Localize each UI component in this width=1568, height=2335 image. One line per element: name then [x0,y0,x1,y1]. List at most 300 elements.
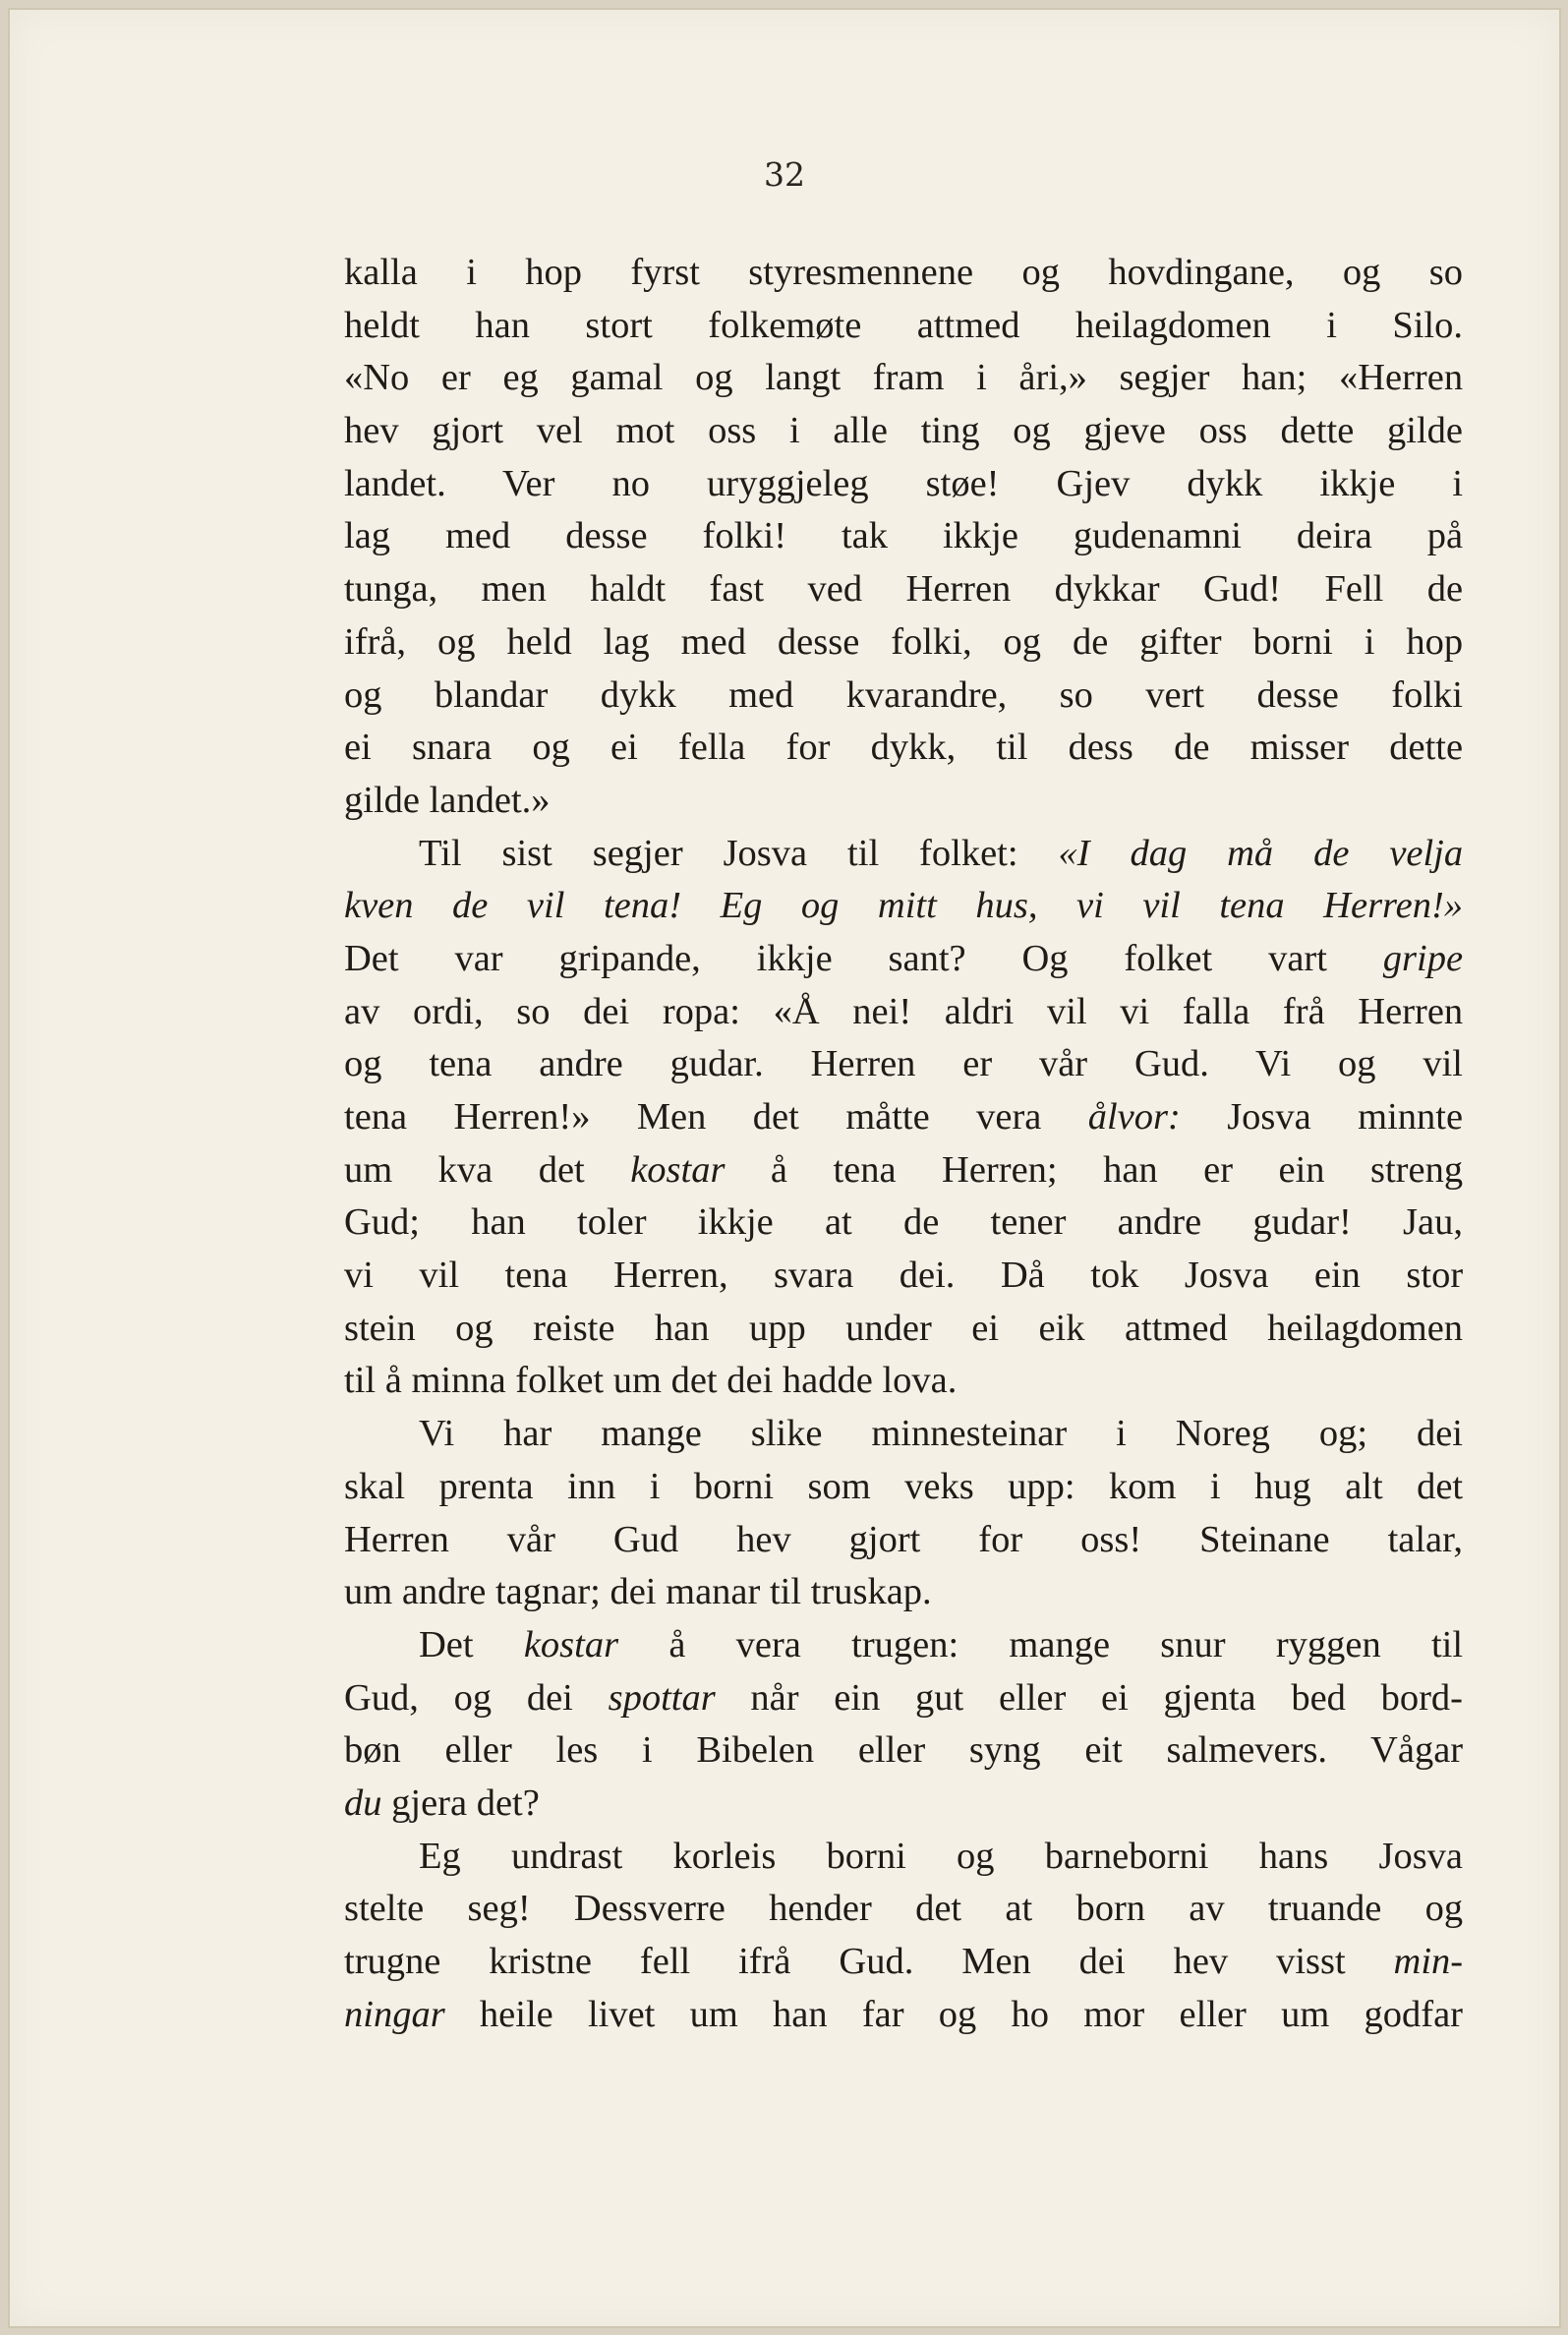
word: born [1075,1888,1146,1930]
word: tena [833,1148,897,1191]
word: alle [833,410,888,452]
word: vi [344,1255,374,1297]
word: tok [1090,1255,1139,1297]
word: gjera [391,1781,468,1824]
word: misser [1249,727,1350,769]
word: ordi, [412,990,484,1032]
word: frå [1282,990,1325,1032]
word: heilagdomen [1267,1307,1464,1349]
word: og [453,1676,493,1719]
word: veks [904,1465,974,1507]
text-line [344,458,1463,511]
word: um [689,1993,738,2035]
word: eller [444,1729,512,1772]
italic-word: tena [1219,885,1285,927]
word: i [1209,1465,1221,1507]
word: Josva [1227,1096,1311,1138]
word: kalla [344,252,418,293]
word: de [1072,620,1109,663]
word: um [344,1148,393,1191]
word: Herren [344,1518,449,1560]
word: inn [567,1465,616,1507]
word: ifrå, [344,620,407,663]
word: far [861,1993,904,2035]
word: ikkje [942,515,1018,557]
italic-word: du [344,1781,382,1824]
word: men [481,568,547,611]
word: heilagdomen [1074,304,1271,346]
word: ikkje [697,1201,774,1244]
word: les [555,1729,599,1772]
word: um [1281,1993,1330,2035]
word: ifrå [738,1941,791,1982]
word: held [506,620,572,663]
word: folkemøte [708,304,862,346]
text-line [344,1408,1463,1461]
word: på [1426,515,1464,557]
italic-word: vil [1142,885,1181,927]
word: og [344,673,382,716]
word: «Herren [1338,357,1464,399]
word: i [649,1465,661,1507]
word: visst [1276,1941,1346,1982]
word: attmed [1124,1307,1228,1349]
word: trugne [344,1941,441,1982]
word: ei [610,727,638,769]
word: falla [1182,990,1250,1032]
word: haldt [590,568,667,611]
word: hop [525,252,582,293]
word: upp: [1008,1465,1075,1507]
word: sant? [888,937,966,979]
word: gilde [344,779,420,821]
word: tunga, [344,568,438,611]
word: landet.» [429,779,551,821]
word: av [1189,1888,1225,1930]
italic-word: må [1227,832,1274,874]
text-line [344,405,1463,458]
text-line [344,1672,1463,1725]
word: manar [666,1571,761,1613]
word: snur [1160,1623,1226,1665]
word: ei [1101,1676,1129,1719]
word: gripande, [558,937,701,979]
word: tener [990,1201,1067,1244]
word: i [976,357,987,399]
word: segjer [1119,357,1210,399]
word: hev [1173,1941,1229,1982]
word: borni [826,1835,906,1877]
word: syng [968,1729,1041,1772]
word: tena [344,1096,408,1138]
word: hans [1258,1835,1329,1877]
word: åri,» [1018,357,1087,399]
word: hev [344,410,399,452]
word: stein [344,1307,416,1349]
word: mor [1083,1993,1145,2035]
word: vera [976,1096,1042,1138]
word: godfar [1364,1993,1463,2035]
text-line [344,670,1463,723]
italic-word: de [1313,832,1350,874]
word: so [1428,252,1464,293]
word: svara [774,1255,854,1297]
word: han [475,304,530,346]
word: med [680,620,746,663]
word: folki, [891,620,972,663]
word: ryggen [1275,1623,1381,1665]
word: dykkar [1054,568,1160,611]
text-line [344,1619,1463,1672]
word: til [344,1360,377,1402]
text-line [344,1831,1463,1884]
word: Herren, [613,1255,728,1297]
italic-word: vil [526,885,565,927]
italic-word: hus, [975,885,1038,927]
word: Gud [612,1518,679,1560]
word: «No [344,357,410,399]
word: minnesteinar [871,1413,1068,1455]
word: folket [1124,937,1213,979]
word: «Å [773,990,820,1032]
text-line [344,775,1463,828]
word: å [384,1360,402,1402]
word: Noreg [1175,1413,1270,1455]
word: ei [971,1307,1000,1349]
word: undrast [510,1835,623,1877]
italic-word: de [452,885,489,927]
word: reiste [533,1307,615,1349]
text-line [344,1936,1463,1989]
word: de [1174,727,1210,769]
word: seg! [467,1888,531,1930]
italic-word: tena! [603,885,682,927]
word: langt [765,357,842,399]
text-line [344,247,1463,300]
text-line [344,828,1463,881]
text-line [344,1989,1463,2042]
word: stor [1406,1255,1464,1297]
word: gut [915,1676,964,1719]
italic-word: dag [1130,832,1188,874]
word: toler [577,1201,647,1244]
word: i [466,252,477,293]
word: bøn [344,1729,401,1772]
text-line [344,1461,1463,1514]
word: til [1430,1623,1464,1665]
word: tena [429,1043,493,1085]
word: gjort [432,410,504,452]
word: gjeve [1083,410,1166,452]
word: eik [1038,1307,1085,1349]
word: med [728,673,794,716]
word: har [503,1413,552,1455]
word: til [769,1571,802,1613]
italic-word: og [800,885,840,927]
word: ho [1011,1993,1050,2035]
page-sheet [8,8,1561,2328]
word: talar, [1387,1518,1464,1560]
word: minnte [1358,1096,1464,1138]
word: andre [539,1043,623,1085]
word: Gud. [839,1941,914,1982]
word: at [824,1201,852,1244]
word: Til [419,832,462,874]
word: alt [1345,1465,1383,1507]
text-line [344,1303,1463,1356]
word: Dessverre [573,1888,726,1930]
word: og [1003,620,1042,663]
word: so [1059,673,1093,716]
word: han [1103,1148,1158,1191]
word: vil [419,1255,460,1297]
word: Herren [1358,990,1464,1032]
word: gjort [848,1518,921,1560]
word: hug [1254,1465,1311,1507]
body-text [344,247,1463,2041]
word: og [532,727,570,769]
word: so [516,990,551,1032]
word: bed [1291,1676,1346,1719]
word: i [1452,462,1464,504]
word: salmevers. [1166,1729,1328,1772]
word: prenta [438,1465,534,1507]
word: gjenta [1163,1676,1256,1719]
word: no [611,462,650,504]
word: segjer [592,832,683,874]
word: og [455,1307,494,1349]
word: og [1342,252,1381,293]
word: Jau, [1403,1201,1463,1244]
word: og; [1318,1413,1368,1455]
word: heile [479,1993,553,2035]
word: Eg [419,1835,461,1877]
word: ikkje [756,937,833,979]
word: styresmennene [748,252,974,293]
word: minna [411,1360,506,1402]
italic-word: ålvor: [1087,1096,1181,1138]
italic-word: velja [1389,832,1464,874]
italic-word: kostar [630,1148,726,1191]
word: deira [1296,515,1372,557]
word: fell [639,1941,691,1982]
word: dei [610,1571,657,1613]
word: eg [502,357,539,399]
word: vel [536,410,583,452]
word: Det [344,937,399,979]
word: til [996,727,1028,769]
word: var [454,937,503,979]
word: Herren [905,568,1012,611]
word: Herren; [942,1148,1058,1191]
word: han [471,1201,526,1244]
italic-word: gripe [1382,937,1464,979]
text-line [344,1778,1463,1831]
word: og [437,620,476,663]
word: vår [506,1518,555,1560]
word: mot [615,410,675,452]
word: gudenamni [1073,515,1242,557]
word: ein [834,1676,881,1719]
word: vår [1038,1043,1088,1085]
word: for [978,1518,1023,1560]
word: Vi [1255,1043,1292,1085]
word: hender [769,1888,872,1930]
word: han; [1242,357,1307,399]
italic-word: min- [1393,1941,1464,1982]
word: stelte [344,1888,425,1930]
word: Gjev [1056,462,1131,504]
word: um [612,1360,662,1402]
word: dei [1416,1413,1463,1455]
word: heldt [344,304,420,346]
word: dei [583,990,630,1032]
word: å [770,1148,787,1191]
text-line [344,1091,1463,1144]
word: i [1116,1413,1127,1455]
italic-word: «I [1058,832,1090,874]
word: desse [565,515,648,557]
word: hev [736,1518,791,1560]
text-line [344,722,1463,775]
word: vil [1423,1043,1463,1085]
word: truande [1267,1888,1382,1930]
word: tagnar; [494,1571,601,1613]
text-line [344,616,1463,670]
italic-word: kostar [523,1623,619,1665]
word: eit [1084,1729,1123,1772]
text-line [344,1144,1463,1197]
word: og [1021,252,1060,293]
text-line [344,933,1463,986]
text-line [344,1197,1463,1250]
word: korleis [672,1835,777,1877]
word: dette [1280,410,1355,452]
word: landet. [344,462,446,504]
word: lag [344,515,391,557]
word: nei! [852,990,912,1032]
word: ikkje [1319,462,1396,504]
word: andre [401,1571,487,1613]
word: slike [750,1413,823,1455]
word: og [1424,1888,1464,1930]
word: han [654,1307,710,1349]
word: vert [1145,673,1205,716]
word: under [845,1307,932,1349]
text-line [344,1250,1463,1303]
word: bord- [1380,1676,1464,1719]
word: ved [807,568,863,611]
word: borni [1252,620,1333,663]
word: eller [857,1729,926,1772]
word: gudar. [669,1043,764,1085]
word: de [902,1201,940,1244]
word: i [641,1729,653,1772]
word: det [752,1096,799,1138]
word: dei [526,1676,573,1719]
word: Vågar [1370,1729,1464,1772]
word: vi [1120,990,1150,1032]
text-line [344,510,1463,563]
word: gudar! [1252,1201,1352,1244]
word: skal [344,1465,406,1507]
word: de [1426,568,1464,611]
text-line [344,352,1463,405]
word: for [785,727,831,769]
word: Gud! [1202,568,1282,611]
italic-word: kven [344,885,414,927]
word: til [847,832,880,874]
word: tena [504,1255,568,1297]
word: ein [1313,1255,1361,1297]
word: ting [920,410,980,452]
word: tak [841,515,889,557]
word: fella [677,727,746,769]
word: Og [1021,937,1069,979]
word: eller [1179,1993,1247,2035]
text-line [344,1566,1463,1619]
word: og [938,1993,977,2035]
word: Ver [502,462,555,504]
word: og [344,1043,382,1085]
word: Det [419,1623,474,1665]
word: lag [603,620,650,663]
word: oss! [1080,1518,1142,1560]
word: det [538,1148,585,1191]
word: det [915,1888,962,1930]
word: er [962,1043,993,1085]
word: fram [872,357,945,399]
word: Steinane [1199,1518,1330,1560]
word: um [344,1571,393,1613]
text-line [344,563,1463,616]
word: gamal [570,357,664,399]
word: eller [998,1676,1067,1719]
word: at [1005,1888,1033,1930]
word: folket: [919,832,1018,874]
word: dykk [1187,462,1263,504]
word: i [1326,304,1337,346]
word: stort [585,304,653,346]
word: han [773,1993,828,2035]
word: Fell [1324,568,1384,611]
word: og [957,1835,995,1877]
word: Josva [1184,1255,1269,1297]
text-line [344,300,1463,353]
word: Bibelen [696,1729,815,1772]
word: Men [961,1941,1031,1982]
word: Josva [723,832,808,874]
word: når [750,1676,799,1719]
word: fyrst [630,252,700,293]
italic-word: Herren!» [1323,885,1464,927]
word: Herren [810,1043,916,1085]
word: ein [1278,1148,1325,1191]
word: Då [1000,1255,1045,1297]
word: dette [1389,727,1464,769]
word: attmed [916,304,1020,346]
word: borni [693,1465,775,1507]
text-line [344,986,1463,1039]
word: hadde [782,1360,873,1402]
word: av [344,990,380,1032]
word: barneborni [1044,1835,1209,1877]
word: mange [601,1413,702,1455]
word: hovdingane, [1108,252,1295,293]
word: Silo. [1392,304,1463,346]
word: andre [1117,1201,1202,1244]
word: kva [437,1148,494,1191]
